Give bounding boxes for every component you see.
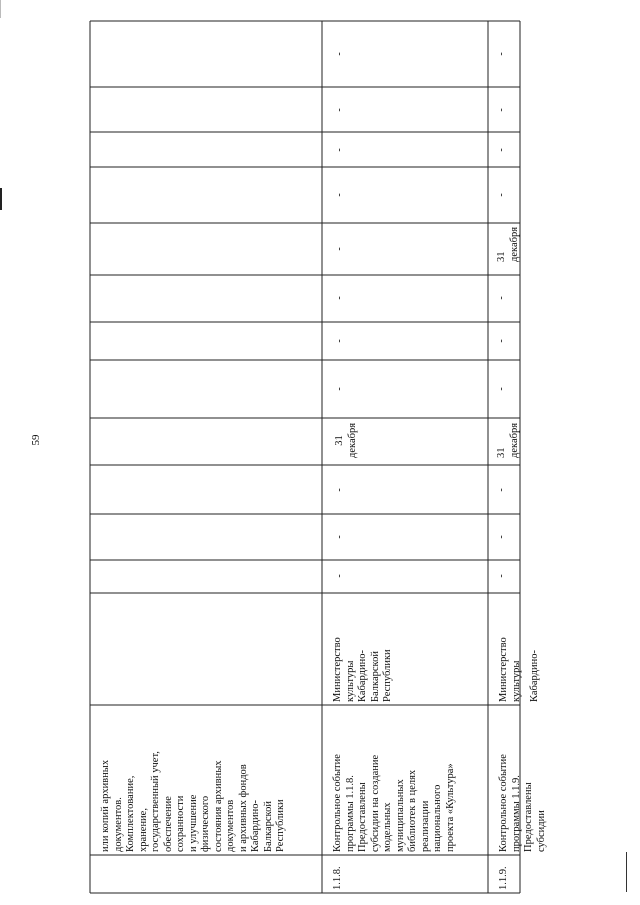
row-0-name-line: документов. xyxy=(112,797,124,852)
row-0-name-line: и улучшение xyxy=(187,794,199,852)
row-1-responsible-line: Республики xyxy=(382,649,393,702)
row-1-id: 1.1.8. xyxy=(332,866,343,890)
row-2-name-line: субсидии xyxy=(535,810,547,852)
page-number: 59 xyxy=(30,434,42,446)
row-1-responsible-line: Балкарской xyxy=(369,651,381,702)
row-1-date-day: 31 xyxy=(334,435,345,446)
row-0-name-line: физического xyxy=(200,795,211,852)
row-1-responsible-line: Кабардино- xyxy=(357,650,368,702)
row-2-name-line: Предоставлены xyxy=(523,782,534,852)
row-0-name-line: сохранности xyxy=(175,795,186,852)
row-2-name-line: Контрольное событие xyxy=(498,754,509,852)
row-1-responsible-line: Министерство xyxy=(332,637,343,702)
row-1-id-cell xyxy=(332,866,345,890)
row-1-name-cell xyxy=(332,754,457,852)
row-2-id-cell xyxy=(498,866,511,890)
row-1-date-month: декабря xyxy=(346,422,358,458)
dash-cell: - xyxy=(334,387,345,391)
row-1-responsible-cell xyxy=(332,637,395,702)
row-0-name-line: обеспечение xyxy=(162,796,174,852)
row-1-responsible-line: культуры xyxy=(344,660,356,702)
row-2-name-cell xyxy=(498,754,548,852)
dash-cell: - xyxy=(496,339,507,343)
row-2-responsible-line: Министерство xyxy=(498,637,509,702)
row-0-name-line: и архивных фондов xyxy=(237,764,249,852)
dash-cell: - xyxy=(496,193,507,197)
dash-cell: - xyxy=(496,108,507,112)
row-1-name-line: национального xyxy=(432,784,443,852)
dash-cell: - xyxy=(334,574,345,578)
row-0-name-line: Балкарской xyxy=(262,801,274,852)
row-2-date-cell xyxy=(496,423,521,458)
row-2-date-month-second: декабря xyxy=(508,226,520,262)
dash-cell: - xyxy=(334,339,345,343)
row-2-name-line: программы 1.1.9. xyxy=(510,775,522,852)
row-2-date-month: декабря xyxy=(508,422,520,458)
row-0-name-line: хранение, xyxy=(137,808,149,852)
dash-cell: - xyxy=(334,193,345,197)
row-0-name-line: Комплектование, xyxy=(125,775,136,852)
row-1-name-line: Предоставлены xyxy=(357,782,368,852)
row-0-name-line: государственный учет, xyxy=(150,751,161,852)
dash-cell: - xyxy=(496,387,507,391)
row-1-name-line: реализации xyxy=(419,800,431,852)
row-2-date-day: 31 xyxy=(496,447,507,458)
row-0-name-line: Кабардино- xyxy=(250,800,261,852)
row-2-responsible-line: Кабардино- xyxy=(529,650,540,702)
dash-cell: - xyxy=(496,488,507,492)
row-0-name-line: документов xyxy=(225,799,236,852)
row-2-responsible-line: культуры xyxy=(510,660,522,702)
row-1-name-line: субсидии на создание xyxy=(369,754,381,852)
row-0-name-line: или копий архивных xyxy=(100,759,111,852)
dash-cell: - xyxy=(496,535,507,539)
row-2-id: 1.1.9. xyxy=(498,866,509,890)
dash-cell: - xyxy=(334,535,345,539)
dash-cell: - xyxy=(496,574,507,578)
dash-cell: - xyxy=(334,108,345,112)
row-1-name-line: библиотек в целях xyxy=(407,769,418,852)
dash-cell: - xyxy=(334,247,345,251)
dash-cell: - xyxy=(334,488,345,492)
row-1-name-line: модельных xyxy=(382,802,393,852)
row-0-name-line: Республики xyxy=(275,799,286,852)
row-1-name-line: проекта «Культура» xyxy=(444,763,456,852)
dash-cell: - xyxy=(334,148,345,152)
dash-cell: - xyxy=(496,52,507,56)
row-1-name-line: Контрольное событие xyxy=(332,754,343,852)
row-1-date-cell xyxy=(334,423,359,458)
row-1-name-line: программы 1.1.8. xyxy=(344,775,356,852)
dash-cell: - xyxy=(496,296,507,300)
row-0-name-line: состояния архивных xyxy=(212,760,224,852)
dash-cell: - xyxy=(334,52,345,56)
row-2-responsible-cell xyxy=(498,637,542,702)
row-1-name-line: муниципальных xyxy=(394,779,406,852)
row-0-name-cell xyxy=(100,751,288,852)
dash-cell: - xyxy=(334,296,345,300)
row-2-date-cell-second xyxy=(496,227,521,262)
dash-cell: - xyxy=(496,148,507,152)
row-2-date-day-second: 31 xyxy=(496,251,507,262)
